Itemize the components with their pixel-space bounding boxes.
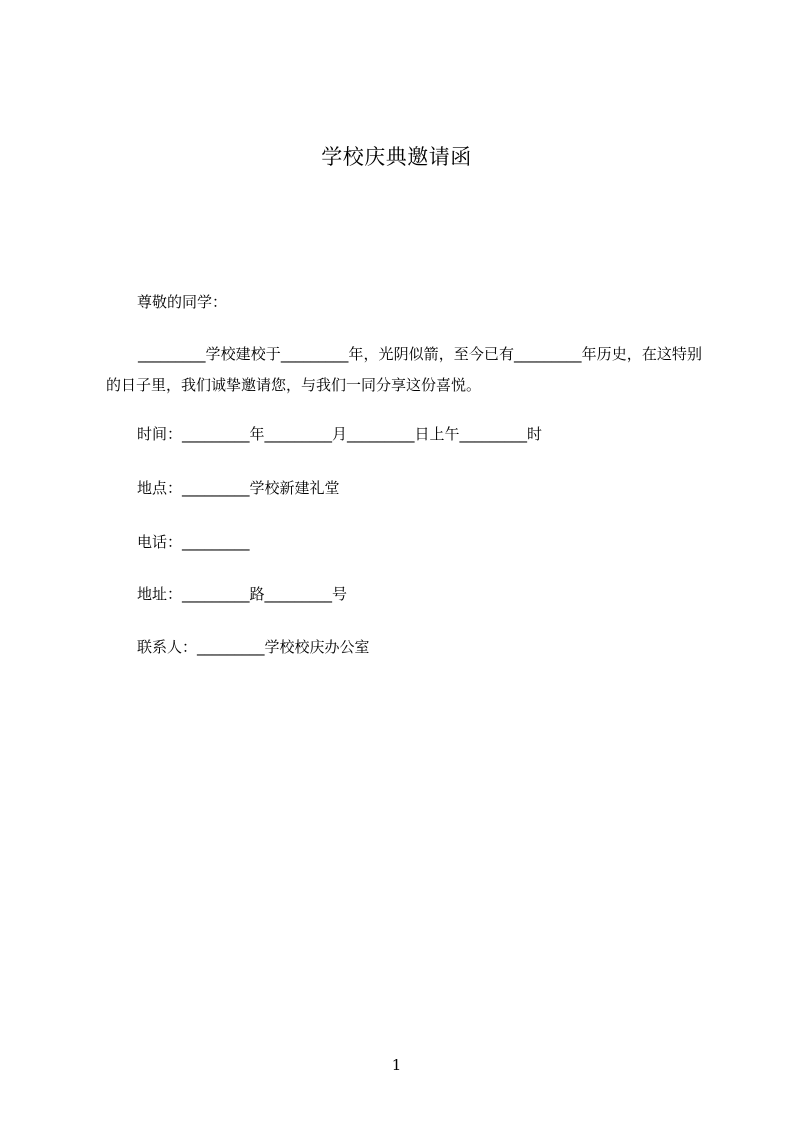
- contact-line: 联系人：_________学校校庆办公室: [137, 638, 370, 656]
- greeting: 尊敬的同学：: [137, 293, 228, 311]
- address-line: 地址：_________路_________号: [137, 585, 348, 603]
- time-line: 时间：_________年_________月_________日上午_________时: [137, 425, 543, 443]
- place-line: 地点：_________学校新建礼堂: [137, 479, 340, 497]
- phone-line: 电话：_________: [137, 533, 250, 551]
- page-number: 1: [391, 1056, 402, 1074]
- document-title: 学校庆典邀请函: [321, 145, 472, 169]
- body-paragraph: _________学校建校于_________年，光阴似箭，至今已有_________年历史，在这特别的日子里，我们诚挚邀请您，与我们一同分享这份喜悦。: [106, 345, 702, 394]
